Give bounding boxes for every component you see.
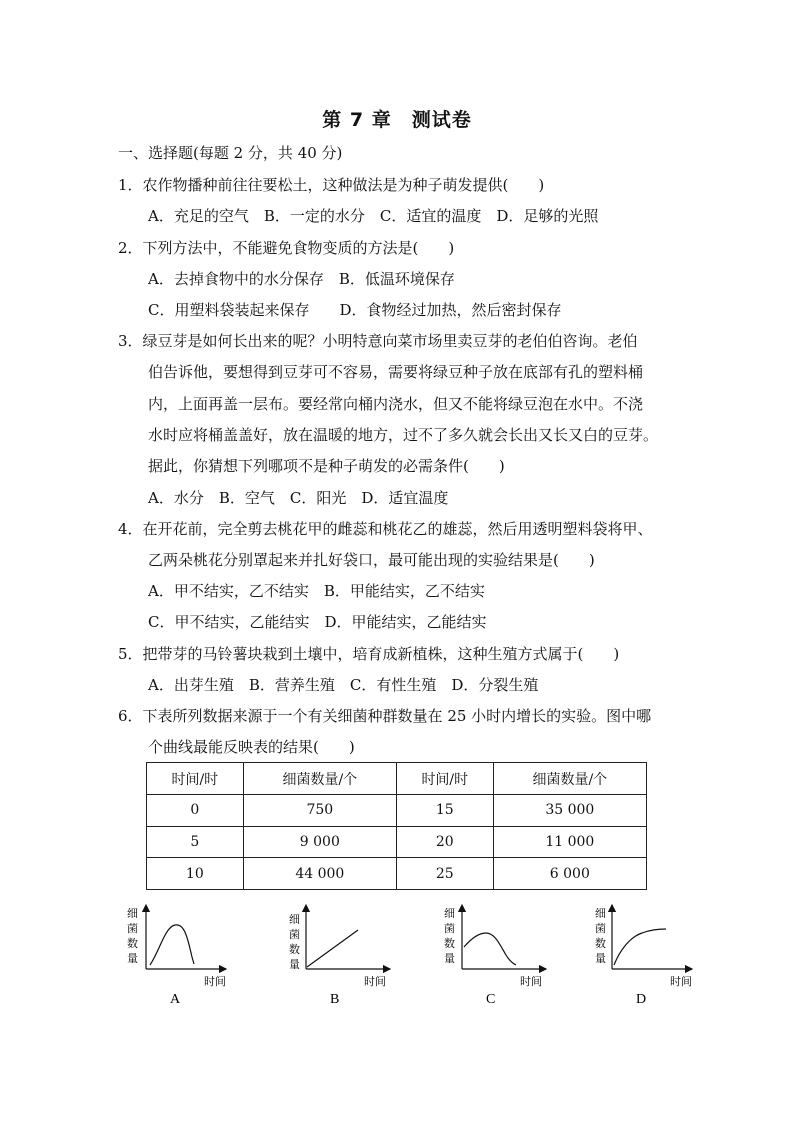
section-heading: 一、选择题(每题 2 分，共 40 分) [118, 144, 343, 162]
question-3-options: A．水分 B．空气 C．阳光 D．适宜温度 [148, 489, 449, 507]
table-cell: 750 [243, 795, 396, 827]
question-3-stem [118, 330, 638, 352]
table-header-cell: 时间/时 [396, 763, 493, 795]
y-axis-label-char: 菌 [289, 928, 300, 941]
y-axis-label-char: 数 [289, 943, 300, 956]
question-4-stem-line-2: 乙两朵桃花分别罩起来并扎好袋口，最可能出现的实验结果是( ) [148, 551, 595, 569]
question-number: 1． [118, 176, 143, 194]
graph-a [127, 905, 226, 1007]
table-cell: 9 000 [243, 826, 396, 858]
table-cell: 6 000 [493, 858, 646, 890]
table-header-row [147, 763, 647, 795]
curve-d [614, 929, 666, 965]
y-axis-label-char: 量 [595, 952, 606, 965]
table-cell: 5 [147, 826, 244, 858]
question-6-stem-line-2: 个曲线最能反映表的结果( ) [148, 738, 355, 756]
y-axis-label-char: 菌 [595, 922, 606, 935]
question-number: 2． [118, 239, 143, 257]
question-4-options-row-2: C．甲不结实，乙能结实 D．甲能结实，乙能结实 [148, 613, 487, 631]
question-number: 4． [118, 520, 143, 538]
graph-letter: D [636, 992, 647, 1007]
question-2-options-row-2: C．用塑料袋装起来保存 D．食物经过加热，然后密封保存 [148, 301, 562, 319]
graph-d [595, 905, 692, 1007]
y-axis-label-char: 量 [444, 952, 455, 965]
table-cell: 35 000 [493, 795, 646, 827]
table-row [147, 826, 647, 858]
question-3-stem-line-3: 内，上面再盖一层布。要经常向桶内浇水，但又不能将绿豆泡在水中。不浇 [148, 395, 644, 413]
graph-b [289, 905, 390, 1007]
y-axis-label-char: 量 [289, 958, 300, 971]
curve-b [307, 930, 358, 967]
page-title: 第 7 章 测试卷 [322, 109, 472, 131]
table-cell: 25 [396, 858, 493, 890]
y-axis-label-char: 菌 [444, 922, 455, 935]
graph-letter: C [486, 992, 496, 1007]
question-4-stem [118, 518, 653, 540]
graph-letter: B [330, 992, 340, 1007]
table-row [147, 858, 647, 890]
question-text: 农作物播种前往往要松土，这种做法是为种子萌发提供( ) [142, 176, 545, 194]
table-row [147, 795, 647, 827]
question-2-options-row-1: A．去掉食物中的水分保存 B．低温环境保存 [148, 270, 455, 288]
question-5-stem [118, 643, 619, 665]
table-cell: 0 [147, 795, 244, 827]
y-axis-label-char: 菌 [127, 922, 138, 935]
y-axis-label-char: 细 [127, 907, 138, 920]
question-3-stem-line-5: 据此，你猜想下列哪项不是种子萌发的必需条件( ) [148, 457, 505, 475]
question-number: 3． [118, 332, 143, 350]
y-axis-label-char: 细 [595, 907, 606, 920]
question-number: 6． [118, 707, 143, 725]
question-3-stem-line-2: 伯告诉他，要想得到豆芽可不容易，需要将绿豆种子放在底部有孔的塑料桶 [148, 363, 644, 381]
table-header-cell: 细菌数量/个 [493, 763, 646, 795]
question-4-options-row-1: A．甲不结实，乙不结实 B．甲能结实，乙不结实 [148, 582, 485, 600]
y-axis-label-char: 数 [127, 937, 138, 950]
curve-c [464, 933, 516, 965]
question-number: 5． [118, 645, 143, 663]
graph-letter: A [170, 992, 181, 1007]
curve-a [150, 925, 194, 965]
table-header-cell: 细菌数量/个 [243, 763, 396, 795]
question-text: 把带芽的马铃薯块栽到土壤中，培育成新植株，这种生殖方式属于( ) [142, 645, 620, 663]
question-text: 下列方法中，不能避免食物变质的方法是( ) [142, 239, 455, 257]
question-text: 下表所列数据来源于一个有关细菌种群数量在 25 小时内增长的实验。图中哪 [142, 707, 652, 725]
y-axis-label-char: 细 [289, 913, 300, 926]
question-text: 在开花前，完全剪去桃花甲的雌蕊和桃花乙的雄蕊，然后用透明塑料袋将甲、 [142, 520, 653, 538]
table-cell: 11 000 [493, 826, 646, 858]
bacteria-data-table [146, 762, 647, 890]
y-axis-label-char: 细 [444, 907, 455, 920]
curve-options-figure [0, 895, 794, 1015]
table-cell: 15 [396, 795, 493, 827]
question-2-stem [118, 237, 454, 259]
question-1-stem [118, 174, 544, 196]
y-axis-label-char: 数 [444, 937, 455, 950]
question-6-stem [118, 705, 651, 727]
graph-c [444, 905, 546, 1007]
question-5-options: A．出芽生殖 B．营养生殖 C．有性生殖 D．分裂生殖 [148, 676, 539, 694]
x-axis-label: 时间 [364, 975, 386, 988]
question-1-options: A．充足的空气 B．一定的水分 C．适宜的温度 D．足够的光照 [148, 207, 599, 225]
x-axis-label: 时间 [670, 975, 692, 988]
question-3-stem-line-4: 水时应将桶盖盖好，放在温暖的地方，过不了多久就会长出又长又白的豆芽。 [148, 426, 659, 444]
x-axis-label: 时间 [204, 975, 226, 988]
x-axis-label: 时间 [520, 975, 542, 988]
question-text: 绿豆芽是如何长出来的呢？小明特意向菜市场里卖豆芽的老伯伯咨询。老伯 [142, 332, 638, 350]
table-cell: 44 000 [243, 858, 396, 890]
y-axis-label-char: 数 [595, 937, 606, 950]
y-axis-label-char: 量 [127, 952, 138, 965]
table-cell: 10 [147, 858, 244, 890]
table-header-cell: 时间/时 [147, 763, 244, 795]
table-cell: 20 [396, 826, 493, 858]
